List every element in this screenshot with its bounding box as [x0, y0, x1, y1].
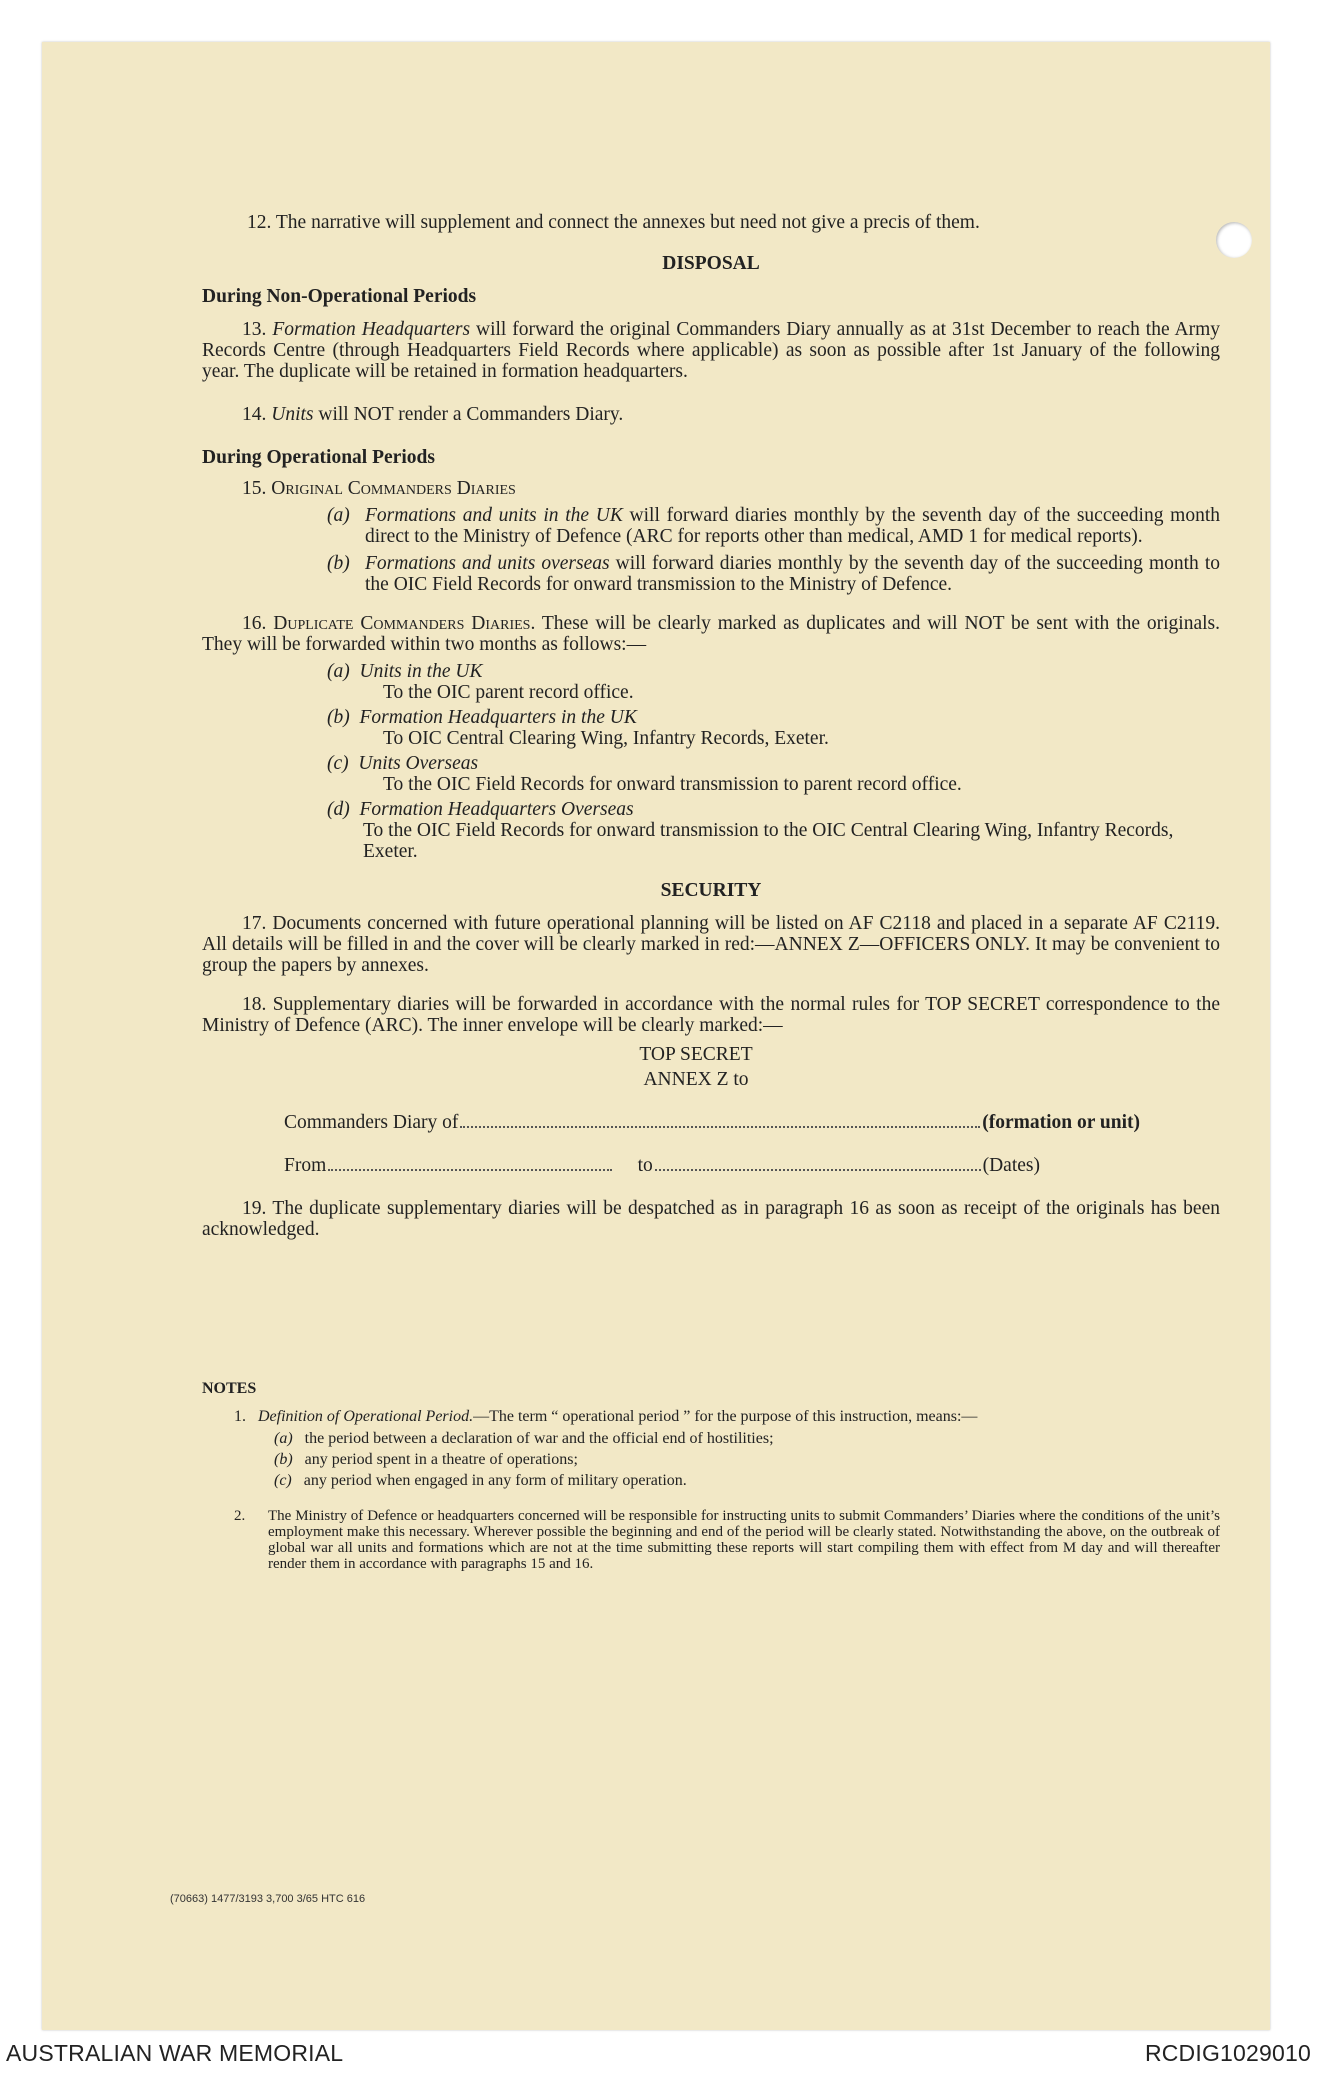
dates-suffix: (Dates) [982, 1155, 1040, 1176]
note-1-term: Definition of Operational Period. [258, 1408, 474, 1425]
notes-heading: NOTES [202, 1380, 257, 1397]
item-text: any period spent in a theatre of operations; [304, 1451, 578, 1468]
to-blank [655, 1169, 981, 1171]
item-subject: Units Overseas [358, 753, 479, 774]
item-text: will forward diaries monthly by the seventh day of the succeeding month to the OIC Field Records for onward transmission to the Ministry of Defence. [365, 553, 1220, 595]
diary-fill-line [202, 1112, 1220, 1133]
paragraph-16-text: These will be clearly marked as duplicates and will NOT be sent with the originals. They will be forwarded within two months as follows:— [202, 613, 1221, 655]
item-text: any period when engaged in any form of military operation. [303, 1472, 687, 1489]
item-letter: (c) [327, 753, 349, 774]
paragraph-16-number: 16. [242, 613, 267, 634]
list-item-body: To the OIC Field Records for onward transmission to parent record office. [383, 774, 962, 795]
to-label: to [637, 1155, 653, 1176]
paragraph-12: 12. The narrative will supplement and connect the annexes but need not give a precis of them. [247, 212, 980, 233]
archive-reference: RCDIG1029010 [1144, 2040, 1311, 2066]
item-letter: (b) [327, 707, 350, 728]
paragraph-17: 17. Documents concerned with future operational planning will be listed on AF C2118 and placed in a separate AF C2119. All details will be filled in and the cover will be clearly marked in red:—ANNEX Z—OFFICERS ONLY. It may be convenient to group the papers by annexes. [202, 913, 1220, 976]
list-item [274, 1430, 1220, 1448]
item-text: the period between a declaration of war and the official end of hostilities; [304, 1430, 774, 1447]
paragraph-15-title [202, 478, 1220, 499]
paragraph-13-text: will forward the original Commanders Diary annually as at 31st December to reach the Army Records Centre (through Headquarters Field Records where applicable) as soon as possible after 1st January of the following year. The duplicate will be retained in formation headquarters. [202, 319, 1221, 382]
item-letter: (a) [327, 661, 350, 682]
paragraph-15-list [202, 505, 1220, 595]
document-page [42, 42, 1270, 2030]
list-item [327, 505, 1220, 547]
paragraph-14-number: 14. [242, 404, 267, 425]
punch-hole [1216, 222, 1252, 258]
item-letter: (b) [274, 1451, 293, 1468]
paragraph-13-subject: Formation Headquarters [272, 319, 471, 340]
from-label: From [284, 1155, 327, 1176]
note-2-text: The Ministry of Defence or headquarters concerned will be responsible for instructing units to submit Commanders’ Diaries where the conditions of the unit’s employment make this necessary. Wherever possible the beginning and end of the period will be clearly stated. Notwithstanding the above, on the outbreak of global war all units and formations which are not at the time submitting these reports will start compiling them with effect from M day and will thereafter render them in accordance with paragraphs 15 and 16. [268, 1508, 1220, 1572]
paragraph-18: 18. Supplementary diaries will be forwarded in accordance with the normal rules for TOP SECRET correspondence to the Ministry of Defence (ARC). The inner envelope will be clearly marked:— [202, 994, 1220, 1036]
security-heading: SECURITY [660, 880, 762, 901]
archive-credit: AUSTRALIAN WAR MEMORIAL [6, 2040, 344, 2066]
list-item-body: To the OIC Field Records for onward transmission to the OIC Central Clearing Wing, Infantry Records, Exeter. [363, 820, 1174, 862]
item-letter: (a) [327, 505, 350, 526]
item-letter: (a) [274, 1430, 293, 1447]
envelope-marking-annex: ANNEX Z to [643, 1069, 749, 1090]
item-letter: (d) [327, 799, 350, 820]
note-2 [202, 1508, 1220, 1572]
note-2-number: 2. [234, 1508, 246, 1524]
formation-suffix: (formation or unit) [982, 1112, 1140, 1133]
disposal-heading: DISPOSAL [662, 253, 760, 274]
paragraph-19: 19. The duplicate supplementary diaries will be despatched as in paragraph 16 as soon as receipt of the originals has been acknowledged. [202, 1198, 1220, 1240]
note-1-text: —The term “ operational period ” for the purpose of this instruction, means:— [473, 1408, 978, 1425]
item-letter: (b) [327, 553, 350, 574]
paragraph-14-subject: Units [271, 404, 314, 425]
paragraph-14-text: will NOT render a Commanders Diary. [318, 404, 624, 425]
paragraph-16-heading: Duplicate Commanders Diaries. [273, 613, 536, 634]
dates-fill-line [202, 1155, 1220, 1176]
paragraph-16-list [202, 661, 1220, 862]
item-subject: Formations and units overseas [365, 553, 610, 574]
paragraph-13-number: 13. [242, 319, 267, 340]
list-item [274, 1451, 1220, 1469]
note-1-number: 1. [234, 1408, 246, 1425]
list-item [327, 553, 1220, 595]
document-body [202, 212, 1220, 1572]
list-item-head [327, 707, 1220, 728]
paragraph-15-number: 15. [242, 478, 267, 499]
operational-heading: During Operational Periods [202, 447, 435, 468]
formation-blank [460, 1126, 980, 1128]
list-item [274, 1472, 1220, 1490]
paragraph-15-heading: Original Commanders Diaries [271, 478, 516, 499]
item-subject: Formation Headquarters Overseas [359, 799, 634, 820]
note-1-list [202, 1430, 1220, 1490]
list-item-body: To the OIC parent record office. [383, 682, 634, 703]
item-subject: Units in the UK [359, 661, 483, 682]
list-item-head [327, 799, 1220, 820]
diary-label: Commanders Diary of [284, 1112, 459, 1133]
item-subject: Formations and units in the UK [365, 505, 623, 526]
from-blank [328, 1169, 611, 1171]
list-item-head [327, 753, 1220, 774]
notes-section [202, 1380, 1220, 1572]
list-item-body: To OIC Central Clearing Wing, Infantry Records, Exeter. [383, 728, 829, 749]
item-text: will forward diaries monthly by the seventh day of the succeeding month direct to the Ministry of Defence (ARC for reports other than medical, AMD 1 for medical reports). [365, 505, 1220, 547]
item-subject: Formation Headquarters in the UK [359, 707, 637, 728]
item-letter: (c) [274, 1472, 292, 1489]
envelope-marking-top-secret: TOP SECRET [639, 1044, 753, 1065]
paragraph-14 [202, 404, 1220, 425]
list-item-head [327, 661, 1220, 682]
print-code: (70663) 1477/3193 3,700 3/65 HTC 616 [170, 1893, 366, 1905]
note-1 [202, 1408, 1220, 1426]
non-operational-heading: During Non-Operational Periods [202, 286, 477, 307]
paragraph-13 [202, 319, 1220, 382]
paragraph-16 [202, 613, 1220, 655]
